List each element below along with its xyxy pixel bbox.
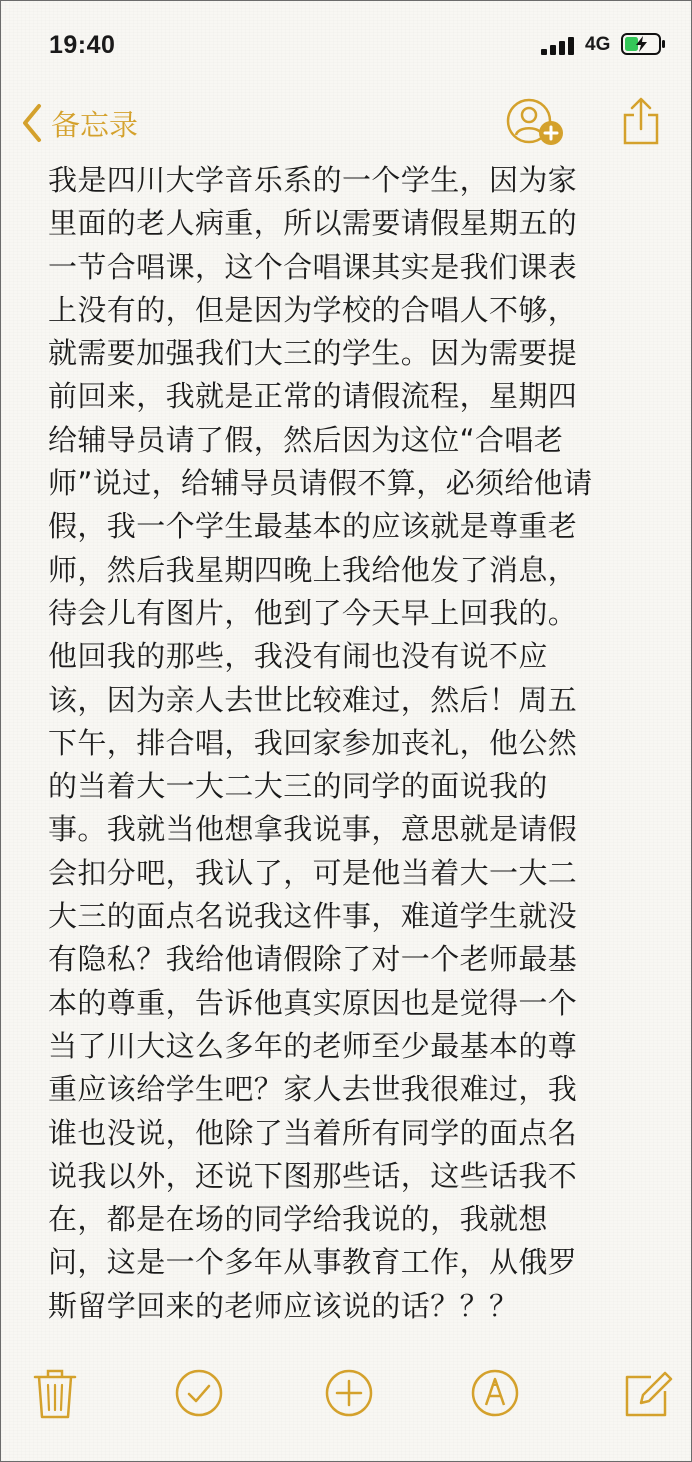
- note-text[interactable]: [48, 159, 648, 1345]
- note-line: 待会儿有图片，他到了今天早上回我的。: [48, 595, 578, 630]
- note-line: 假，我一个学生最基本的应该就是尊重老: [48, 509, 578, 544]
- back-button-label: 备忘录: [51, 107, 139, 142]
- note-line: 一节合唱课，这个合唱课其实是我们课表: [48, 249, 578, 284]
- note-line: 说我以外，还说下图那些话，这些话我不: [48, 1158, 578, 1193]
- note-line: 当了川大这么多年的老师至少最基本的尊: [48, 1028, 578, 1063]
- battery-charging-icon: [621, 33, 667, 55]
- compose-icon: [619, 1365, 675, 1421]
- note-line: 会扣分吧，我认了，可是他当着大一大二: [48, 855, 578, 890]
- note-line: 本的尊重，告诉他真实原因也是觉得一个: [48, 985, 578, 1020]
- note-line: 问，这是一个多年从事教育工作，从俄罗: [48, 1245, 578, 1280]
- delete-button[interactable]: [27, 1365, 83, 1421]
- add-button[interactable]: [321, 1365, 377, 1421]
- pen-circle-icon: [467, 1365, 523, 1421]
- compose-button[interactable]: [619, 1365, 675, 1421]
- note-line: 谁也没说，他除了当着所有同学的面点名: [48, 1115, 578, 1150]
- checkmark-circle-icon: [171, 1365, 227, 1421]
- note-line: 斯留学回来的老师应该说的话？？？: [48, 1288, 519, 1323]
- markup-button[interactable]: [467, 1365, 523, 1421]
- share-icon[interactable]: [621, 95, 661, 147]
- note-line: 有隐私？我给他请假除了对一个老师最基: [48, 942, 578, 977]
- navigation-bar: [1, 87, 692, 159]
- note-line: 给辅导员请了假，然后因为这位“合唱老: [48, 422, 564, 457]
- note-line: 上没有的，但是因为学校的合唱人不够，: [48, 292, 578, 327]
- note-line: 在，都是在场的同学给我说的，我就想: [48, 1202, 548, 1237]
- chevron-left-icon: [21, 103, 43, 143]
- note-line: 他回我的那些，我没有闹也没有说不应: [48, 639, 548, 674]
- note-line: 师”说过，给辅导员请假不算，必须给他请: [48, 466, 593, 501]
- note-line: 事。我就当他想拿我说事，意思就是请假: [48, 812, 578, 847]
- note-line: 前回来，我就是正常的请假流程，星期四: [48, 379, 578, 414]
- back-button[interactable]: [21, 101, 138, 145]
- note-line: 重应该给学生吧？家人去世我很难过，我: [48, 1072, 578, 1107]
- checklist-button[interactable]: [171, 1365, 227, 1421]
- note-line: 我是四川大学音乐系的一个学生，因为家: [48, 163, 578, 197]
- note-line: 大三的面点名说我这件事，难道学生就没: [48, 899, 578, 934]
- note-line: 的当着大一大二大三的同学的面说我的: [48, 769, 548, 804]
- cellular-signal-icon: [541, 37, 577, 55]
- note-line: 就需要加强我们大三的学生。因为需要提: [48, 336, 578, 371]
- status-time: 19:40: [49, 31, 116, 59]
- note-line: 该，因为亲人去世比较难过，然后！周五: [48, 682, 578, 717]
- network-type: 4G: [585, 34, 611, 55]
- note-line: 里面的老人病重，所以需要请假星期五的: [48, 206, 578, 241]
- note-line: 下午，排合唱，我回家参加丧礼，他公然: [48, 725, 578, 760]
- bottom-toolbar: [1, 1351, 692, 1433]
- note-line: 师，然后我星期四晚上我给他发了消息，: [48, 552, 578, 587]
- person-add-icon[interactable]: [505, 97, 569, 149]
- trash-icon: [27, 1365, 83, 1421]
- plus-circle-icon: [321, 1365, 377, 1421]
- status-bar: [1, 1, 692, 87]
